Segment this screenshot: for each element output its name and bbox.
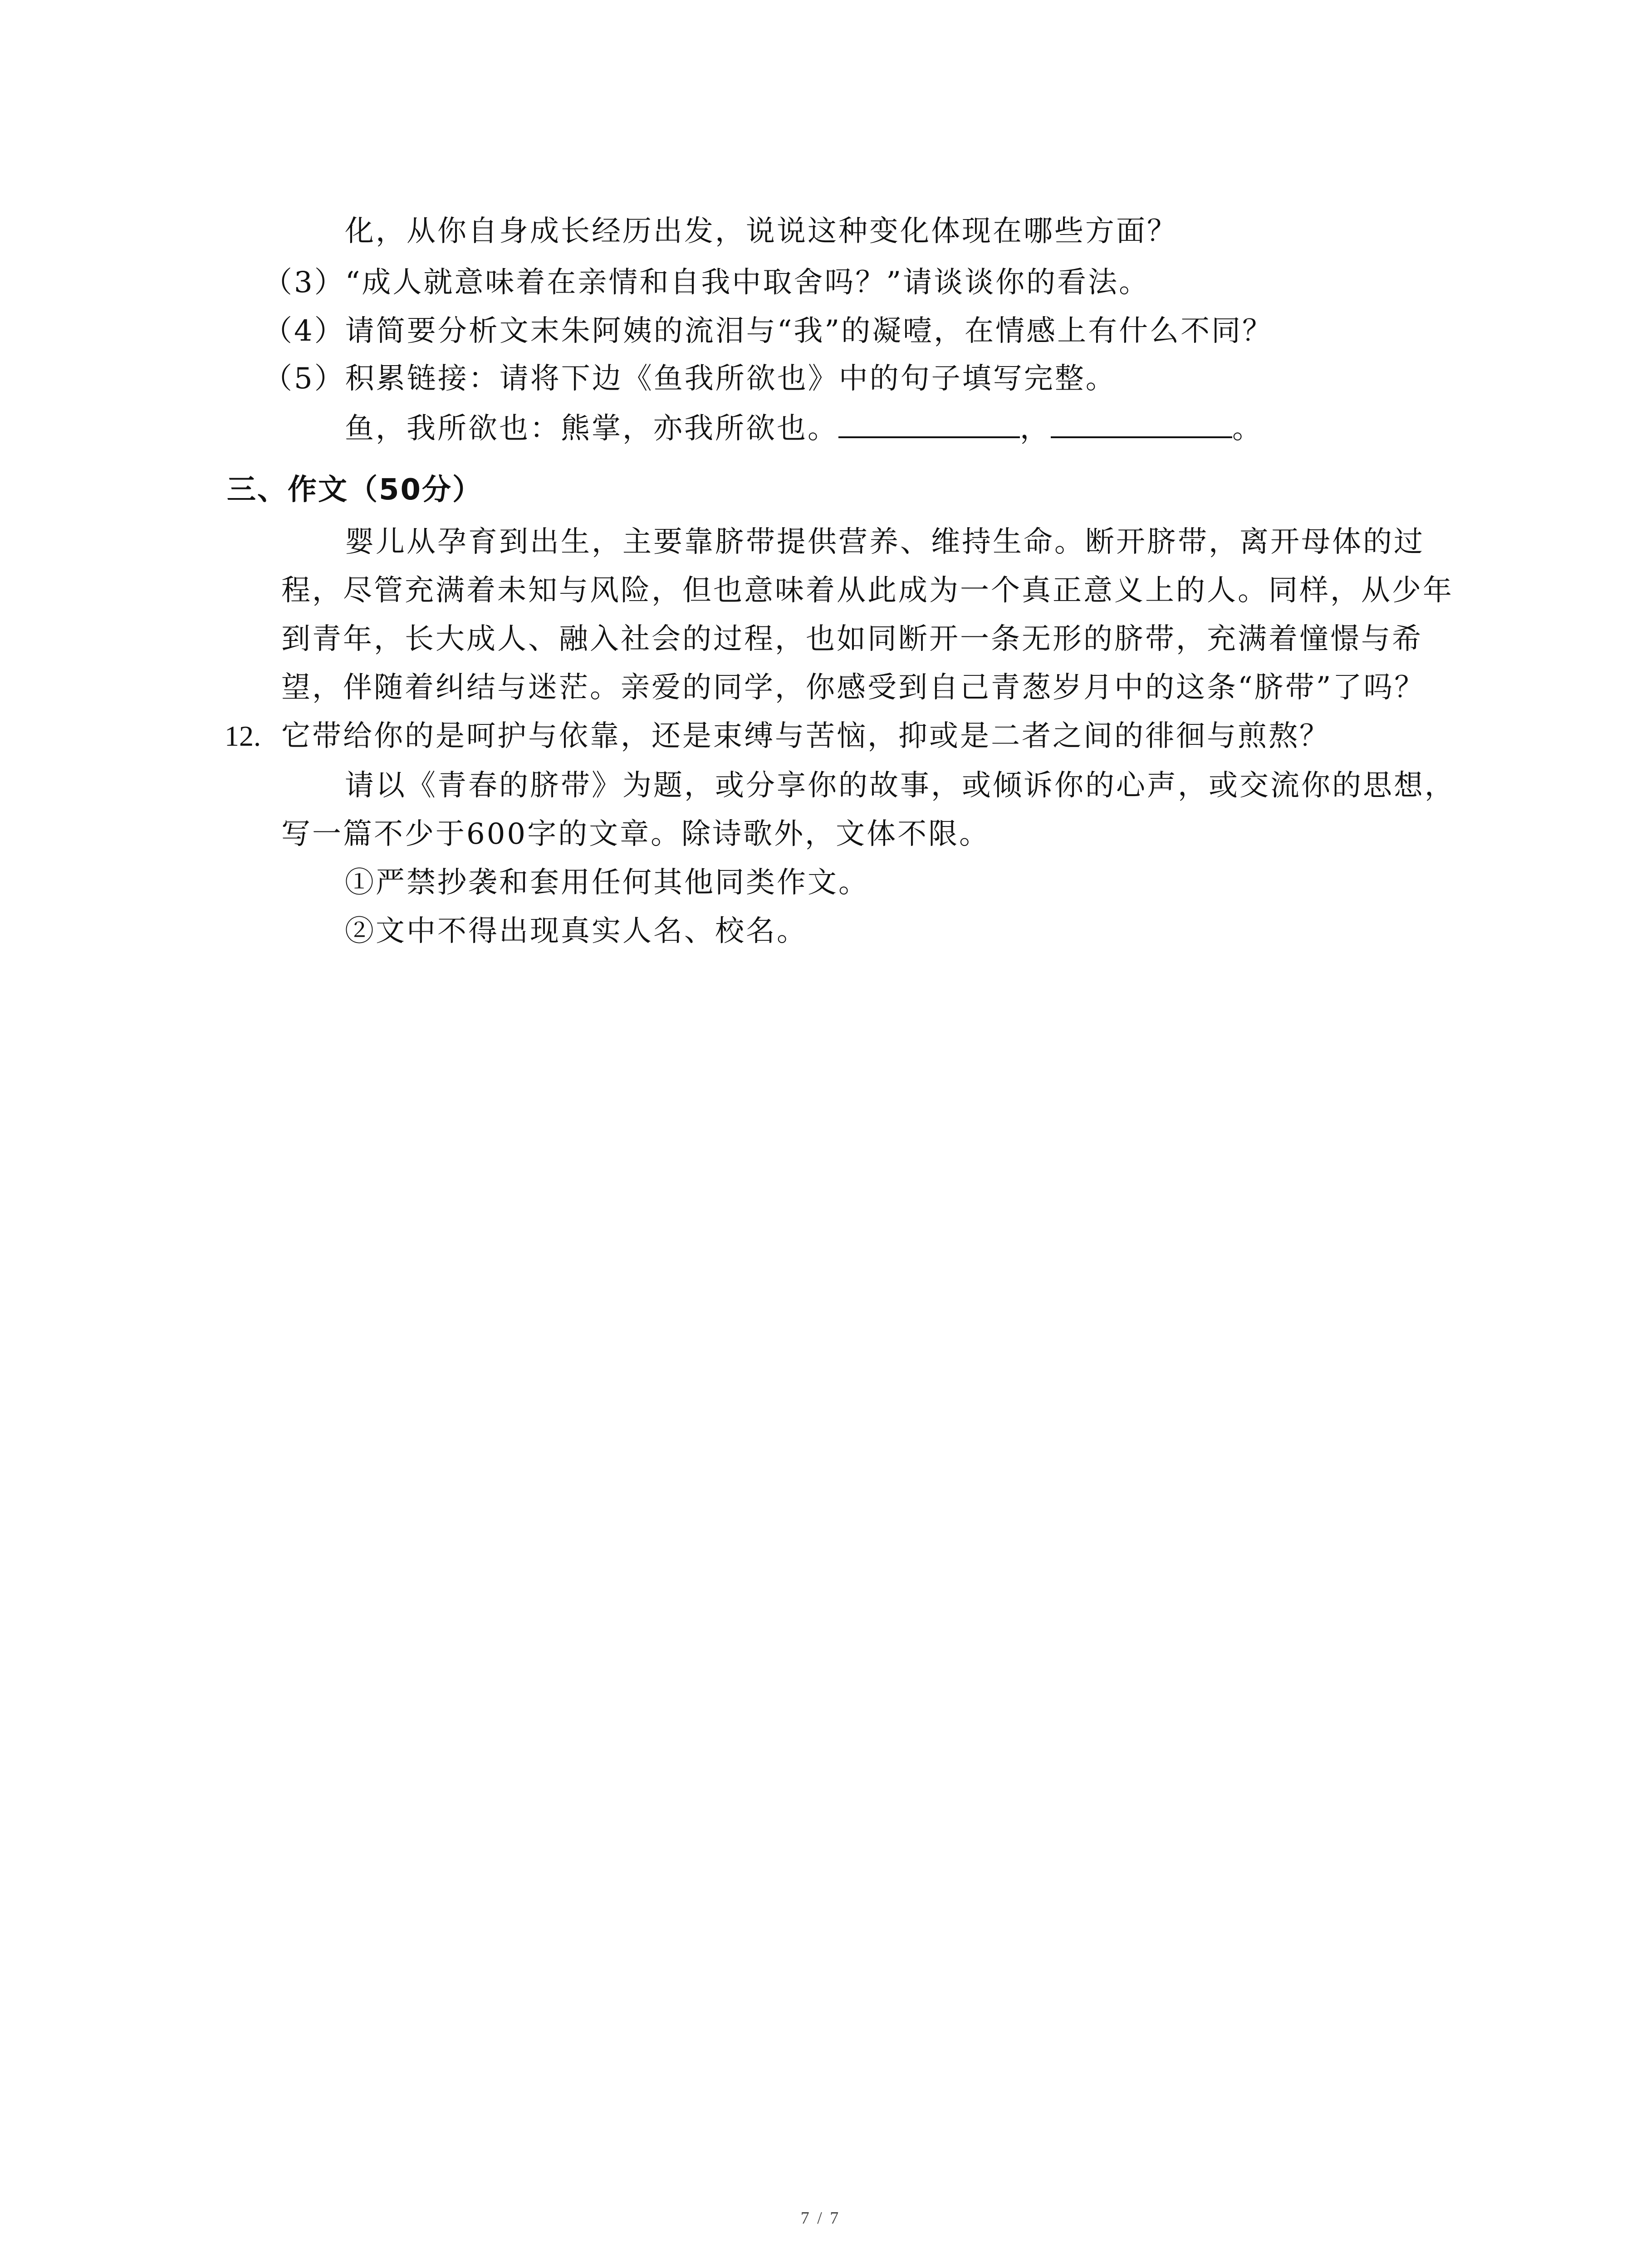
essay-prompt-line-2: 程，尽管充满着未知与风险，但也意味着从此成为一个真正意义上的人。同样，从少年 bbox=[281, 574, 1454, 607]
essay-instruction-line-1: 请以《青春的脐带》为题，或分享你的故事，或倾诉你的心声，或交流你的思想， bbox=[345, 769, 1455, 802]
essay-instruction-line-2: 写一篇不少于600字的文章。除诗歌外，文体不限。 bbox=[281, 817, 990, 851]
fill-in-separator: ， bbox=[1020, 412, 1051, 445]
answer-blank-1[interactable] bbox=[838, 411, 1020, 438]
fill-in-end: 。 bbox=[1232, 412, 1263, 445]
essay-prompt-line-1: 婴儿从孕育到出生，主要靠脐带提供营养、维持生命。断开脐带，离开母体的过 bbox=[345, 525, 1425, 559]
fill-in-prefix: 鱼，我所欲也：熊掌，亦我所欲也。 bbox=[345, 412, 838, 445]
answer-blank-2[interactable] bbox=[1051, 411, 1232, 438]
sub-question-5: （5）积累链接：请将下边《鱼我所欲也》中的句子填写完整。 bbox=[263, 362, 1117, 396]
essay-rule-2: ②文中不得出现真实人名、校名。 bbox=[345, 914, 808, 948]
section-heading-essay: 三、作文（50分） bbox=[227, 473, 483, 507]
sub-question-3: （3）“成人就意味着在亲情和自我中取舍吗？”请谈谈你的看法。 bbox=[263, 266, 1150, 299]
essay-prompt-line-5: 它带给你的是呵护与依靠，还是束缚与苦恼，抑或是二者之间的徘徊与煎熬？ bbox=[281, 719, 1330, 753]
essay-rule-1: ①严禁抄袭和套用任何其他同类作文。 bbox=[345, 866, 869, 899]
fill-in-blank-line bbox=[345, 411, 1263, 447]
essay-prompt-line-3: 到青年，长大成人、融入社会的过程，也如同断开一条无形的脐带，充满着憧憬与希 bbox=[281, 622, 1423, 656]
essay-prompt-line-4: 望，伴随着纠结与迷茫。亲爱的同学，你感受到自己青葱岁月中的这条“脐带”了吗？ bbox=[281, 671, 1425, 704]
sub-question-4: （4）请简要分析文末朱阿姨的流泪与“我”的凝噎，在情感上有什么不同？ bbox=[263, 314, 1274, 348]
question-number: 12. bbox=[225, 720, 261, 752]
page-indicator: 7 / 7 bbox=[800, 2209, 841, 2228]
question-continuation-line: 化，从你自身成长经历出发，说说这种变化体现在哪些方面？ bbox=[345, 215, 1178, 248]
